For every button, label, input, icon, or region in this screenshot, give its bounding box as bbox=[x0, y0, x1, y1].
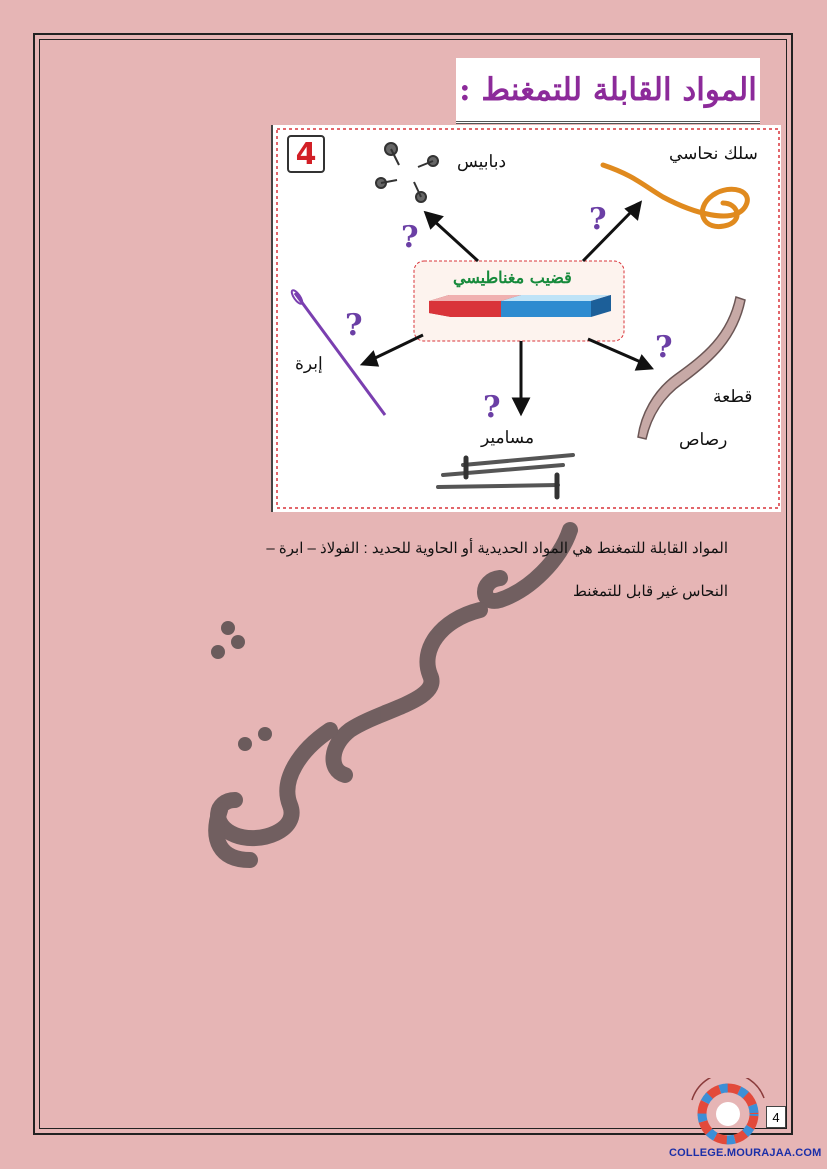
question-mark-icon: ? bbox=[655, 330, 673, 365]
thumbtacks-label: دبابيس bbox=[457, 152, 507, 172]
lead-label-line1: قطعة bbox=[713, 387, 753, 407]
lesson-number-badge: 4 bbox=[287, 135, 325, 173]
magnet-bar-icon bbox=[429, 295, 611, 317]
magnet-label: قضيب مغناطيسي bbox=[453, 268, 572, 287]
lead-label-line2: رصاص bbox=[679, 430, 728, 450]
question-mark-icon: ? bbox=[401, 220, 419, 255]
nails-label: مسامير bbox=[481, 428, 535, 448]
paragraph-line-2: النحاس غير قابل للتمغنط bbox=[573, 583, 728, 600]
site-url[interactable]: COLLEGE.MOURAJAA.COM bbox=[669, 1147, 822, 1159]
diagram-drawing bbox=[273, 125, 783, 512]
question-mark-icon: ? bbox=[483, 390, 501, 425]
copper-wire-label: سلك نحاسي bbox=[669, 144, 758, 164]
question-mark-icon: ? bbox=[345, 308, 363, 343]
magnet-diagram bbox=[271, 125, 781, 512]
title-box bbox=[456, 58, 760, 124]
watermark bbox=[180, 500, 600, 904]
needle-icon bbox=[290, 289, 385, 415]
nails-icon bbox=[438, 455, 573, 497]
page-title: المواد القابلة للتمغنط : bbox=[459, 71, 757, 108]
question-mark-icon: ? bbox=[589, 202, 607, 237]
paragraph-line-1: المواد القابلة للتمغنط هي المواد الحديدية أو الحاوية للحديد : الفولاذ – ابرة – bbox=[266, 540, 728, 557]
lead-piece-icon bbox=[638, 297, 745, 439]
thumbtacks-icon bbox=[376, 143, 438, 202]
needle-label: إبرة bbox=[295, 354, 323, 374]
site-logo bbox=[686, 1078, 766, 1150]
page-number: 4 bbox=[766, 1106, 786, 1128]
site-logo-icon bbox=[686, 1078, 766, 1146]
watermark-logo bbox=[180, 500, 600, 900]
